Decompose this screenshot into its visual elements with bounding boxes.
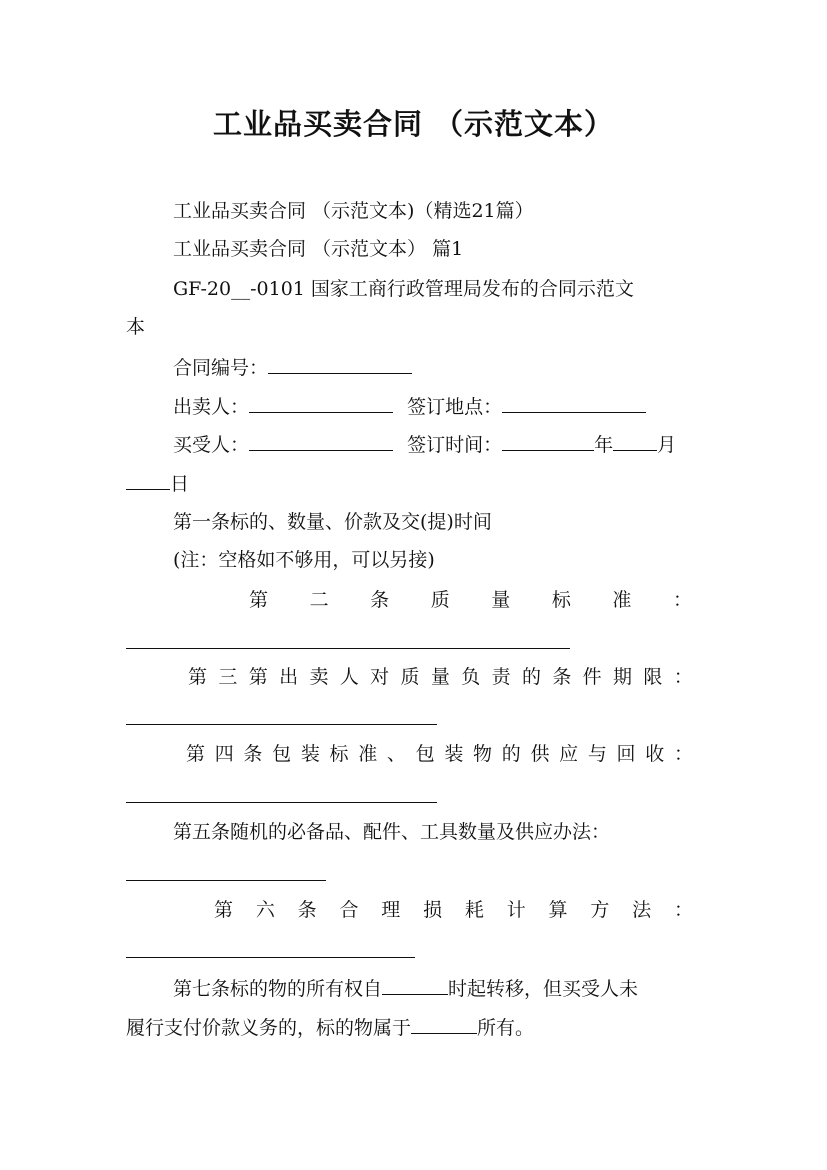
article-4-char: 第: [186, 743, 206, 765]
document-title: 工业品买卖合同 （示范文本）: [212, 107, 615, 141]
article-3-char: ：: [673, 666, 693, 688]
contract-no-blank: [268, 355, 412, 374]
article-4-char: 应: [559, 743, 579, 765]
day-blank: [126, 471, 170, 490]
article-6-char: 算: [548, 899, 568, 921]
article-2-char: 第: [249, 589, 269, 611]
article-2-char: 二: [309, 589, 329, 611]
article-7-text-b: 时起转移，但买受人未: [448, 978, 639, 1000]
article-5-rule: [126, 880, 326, 881]
article-4-char: 、: [386, 743, 406, 765]
article-4-char: 装: [444, 743, 464, 765]
buyer-label: 买受人：: [173, 434, 250, 456]
article-4-char: 装: [300, 743, 320, 765]
article-6-char: 方: [590, 899, 610, 921]
article-3-char: 三: [218, 666, 238, 688]
article-4: [186, 742, 693, 766]
article-4-char: 物: [473, 743, 493, 765]
article-3-char: 负: [461, 666, 481, 688]
article-2-char: 质: [430, 589, 450, 611]
article-7-line-1: [173, 976, 638, 1001]
article-3: [188, 665, 693, 689]
article-2-char: 标: [551, 589, 571, 611]
article-1: 第一条标的、数量、价款及交(提)时间: [173, 511, 492, 533]
article-4-char: 供: [530, 743, 550, 765]
article-4-char: 包: [272, 743, 292, 765]
article-2-rule: [126, 648, 570, 649]
article-4-char: 的: [501, 743, 521, 765]
month-label: 月: [657, 434, 677, 456]
seller-blank: [249, 394, 393, 413]
sign-place-label: 签订地点：: [407, 396, 503, 418]
article-6-char: 损: [423, 899, 443, 921]
seller-row: [173, 394, 646, 419]
article-4-char: 与: [587, 743, 607, 765]
article-6-char: 第: [214, 899, 234, 921]
article-2-char: ：: [672, 589, 692, 611]
buyer-row: [173, 432, 676, 457]
article-6-char: 耗: [464, 899, 484, 921]
article-3-char: 卖: [309, 666, 329, 688]
article-4-rule: [126, 802, 437, 803]
seller-label: 出卖人：: [173, 396, 250, 418]
article-3-char: 第: [248, 666, 268, 688]
article-7-text-d: 所有。: [477, 1017, 535, 1039]
article-4-char: ：: [673, 743, 693, 765]
article-3-char: 件: [582, 666, 602, 688]
section-header: 工业品买卖合同 （示范文本） 篇1: [173, 238, 464, 260]
article-2-char: 准: [612, 589, 632, 611]
article-3-char: 出: [279, 666, 299, 688]
article-6-char: 计: [506, 899, 526, 921]
article-7-text-c: 履行支付价款义务的，标的物属于: [126, 1017, 412, 1039]
day-label: 日: [170, 473, 190, 495]
article-6: [214, 898, 693, 922]
article-7-line-2: [126, 1015, 534, 1040]
subtitle: 工业品买卖合同 （示范文本)（精选21篇）: [173, 200, 534, 222]
owner-blank: [411, 1015, 477, 1034]
article-2-char: 条: [370, 589, 390, 611]
article-4-char: 准: [358, 743, 378, 765]
month-blank: [613, 432, 657, 451]
article-6-rule: [126, 957, 415, 958]
article-6-char: 合: [339, 899, 359, 921]
year-label: 年: [594, 434, 614, 456]
year-blank: [502, 432, 594, 451]
article-6-char: 条: [297, 899, 317, 921]
contract-no-label: 合同编号：: [173, 357, 269, 379]
article-3-char: 量: [430, 666, 450, 688]
article-3-char: 条: [552, 666, 572, 688]
article-3-char: 人: [339, 666, 359, 688]
article-4-char: 条: [243, 743, 263, 765]
article-3-char: 限: [643, 666, 663, 688]
article-4-char: 四: [214, 743, 234, 765]
sign-place-blank: [502, 394, 646, 413]
ownership-blank: [382, 976, 448, 995]
buyer-blank: [249, 432, 393, 451]
article-6-char: 法: [632, 899, 652, 921]
article-4-char: 回: [616, 743, 636, 765]
gf-line-1: GF-20__-0101 国家工商行政管理局发布的合同示范文: [173, 278, 634, 300]
sign-time-label: 签订时间：: [407, 434, 503, 456]
article-5: 第五条随机的必备品、配件、工具数量及供应办法：: [173, 821, 611, 843]
note: (注：空格如不够用，可以另接): [173, 549, 435, 571]
contract-no-row: [173, 355, 412, 380]
article-3-char: 第: [188, 666, 208, 688]
article-6-char: ：: [673, 899, 693, 921]
article-3-rule: [126, 724, 437, 725]
article-3-char: 责: [491, 666, 511, 688]
article-3-char: 的: [521, 666, 541, 688]
article-3-char: 对: [370, 666, 390, 688]
day-row: [126, 471, 189, 496]
article-2-char: 量: [491, 589, 511, 611]
article-4-char: 收: [645, 743, 665, 765]
gf-line-2: 本: [126, 316, 146, 338]
article-3-char: 质: [400, 666, 420, 688]
article-4-char: 包: [415, 743, 435, 765]
article-7-text-a: 第七条标的物的所有权自: [173, 978, 383, 1000]
article-4-char: 标: [329, 743, 349, 765]
article-2: [249, 588, 692, 612]
article-3-char: 期: [613, 666, 633, 688]
article-6-char: 六: [255, 899, 275, 921]
article-6-char: 理: [381, 899, 401, 921]
